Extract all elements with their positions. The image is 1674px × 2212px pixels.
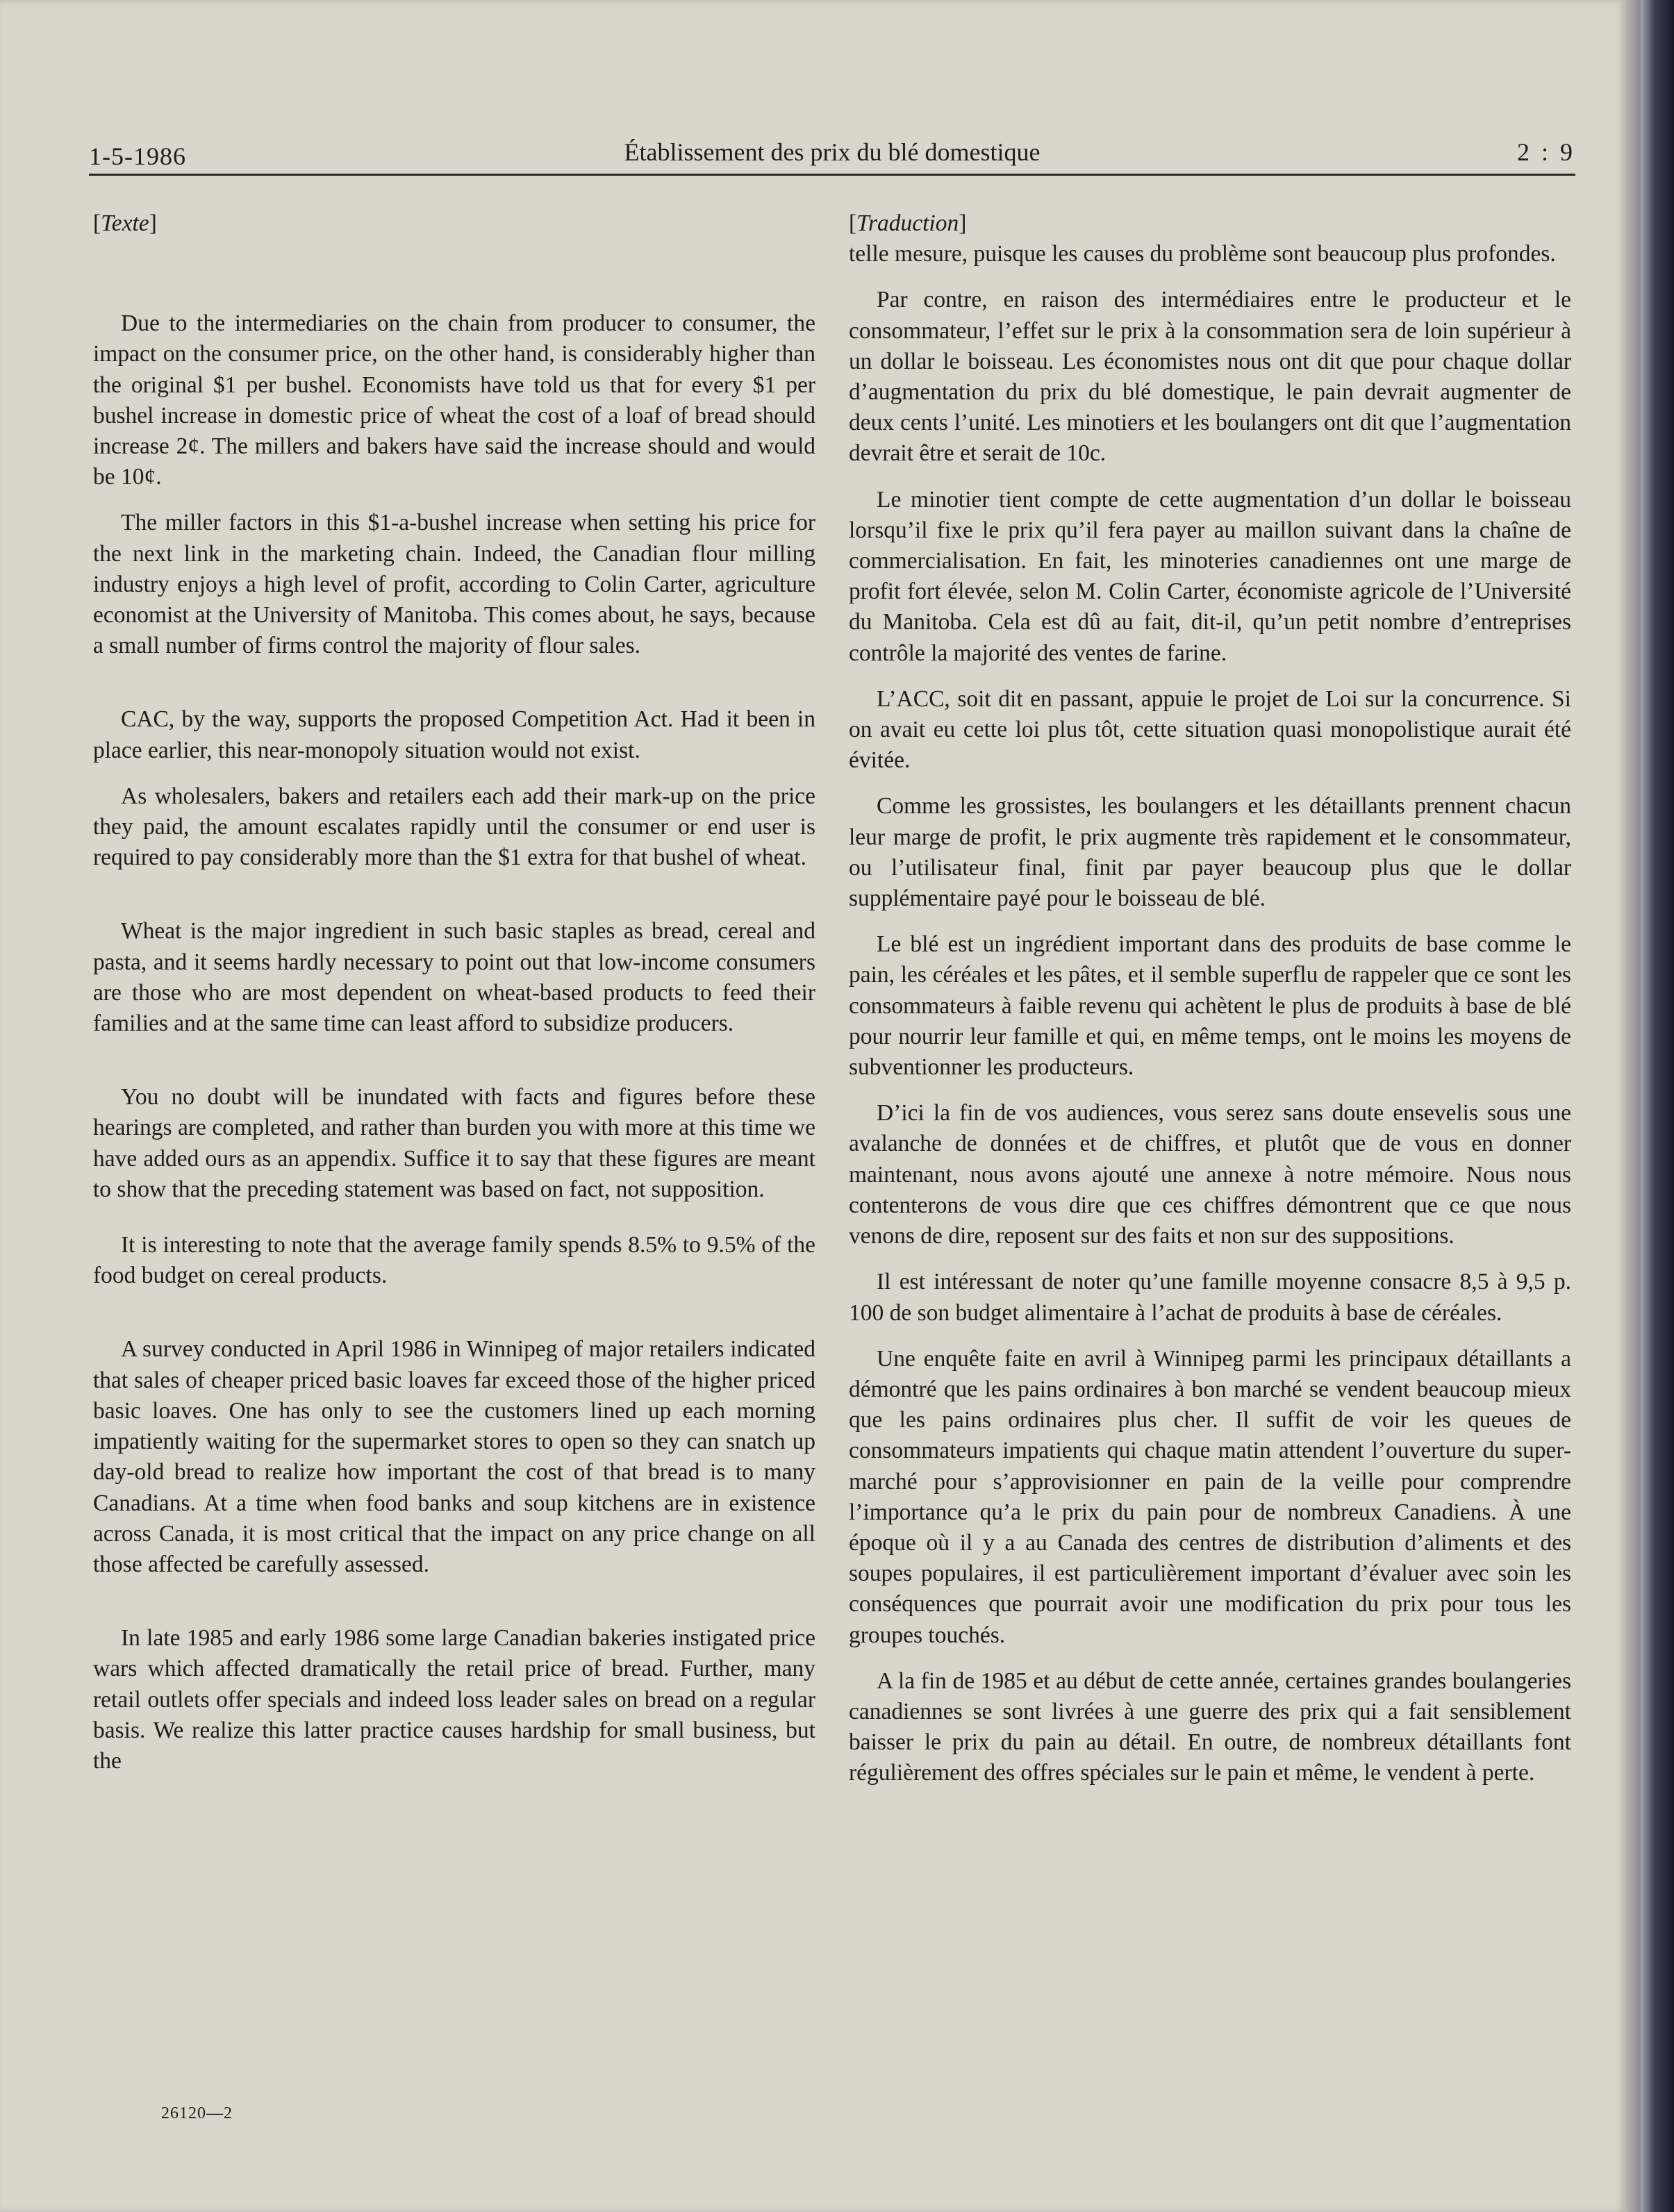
paragraph: You no doubt will be inundated with facts and figures before these hearings are completed, and rather than burden you with more at this time we have added ours as an appendix. Suffice it to say that these figures are meant to show that the preceding statement was based on fact, not supposition. bbox=[93, 1084, 815, 1202]
page-number: 2 : 9 bbox=[1516, 138, 1575, 166]
paragraph: Wheat is the major ingredient in such basic staples as bread, cereal and pasta, and it seems hardly necessary to point out that low-income consumers are those who are most dependent on wheat-based products to feed their families and at the same time can least afford to subsidize producers. bbox=[93, 918, 815, 1037]
french-column bbox=[849, 208, 1571, 1789]
paragraph: In late 1985 and early 1986 some large Canadian bakeries instigated price wars which affected dramatically the retail price of bread. Further, many retail outlets offer specials and indeed loss leader sales on bread on a regular basis. We realize this latter practice causes hardship for small business, but the bbox=[93, 1625, 815, 1774]
paragraph: Le blé est un ingrédient important dans des produits de base comme le pain, les céréales et les pâtes, et il semble superflu de rappeler que ce sont les consommateurs à faible revenu qui achètent le plus de produits à base de blé pour nourrir leur famille et qui, en même temps, ont le moins les moyens de subventionner les producteurs. bbox=[849, 931, 1571, 1081]
paragraph: D’ici la fin de vos audiences, vous serez sans doute ensevelis sous une avalanche de données et de chiffres, et plutôt que de vous en donner maintenant, nous avons ajouté une annexe à notre mémoire. Nous nous contenterons de vous dire que ces chiffres démontrent que ce que nous venons de dire, reposent sur des faits et non sur des suppositions. bbox=[849, 1100, 1571, 1249]
paragraph: A la fin de 1985 et au début de cette année, certaines grandes boulangeries canadiennes se sont livrées à une guerre des prix qui a fait sensiblement baisser le prix du pain au détail. En outre, de nombreux détaillants font régulièrement des offres spéciales sur le pain et même, le vendent à perte. bbox=[849, 1668, 1571, 1786]
label-bracket-open: [ bbox=[849, 210, 857, 236]
text-label-word: Texte bbox=[101, 210, 149, 236]
english-column bbox=[93, 208, 815, 1777]
paragraph: CAC, by the way, supports the proposed Competition Act. Had it been in place earlier, this near-monopoly situation would not exist. bbox=[93, 706, 815, 763]
continued-paragraph: telle mesure, puisque les causes du problème sont beaucoup plus profondes. bbox=[849, 241, 1556, 267]
label-bracket-close: ] bbox=[149, 210, 157, 236]
paragraph: Par contre, en raison des intermédiaires entre le producteur et le consommateur, l’effet sur le prix à la consommation sera de loin supérieur à un dollar le boisseau. Les économistes nous ont dit que pour chaque dollar d’augmentation du prix du blé domestique, le pain devrait augmenter de deux cents l’unité. Les minotiers et les boulangers ont dit que l’augmentation devrait être et serait de 10c. bbox=[849, 287, 1571, 467]
paragraph: Une enquête faite en avril à Winnipeg parmi les principaux détaillants a démontré que les pains ordinaires à bon marché se vendent beaucoup mieux que les pains ordinaires plus cher. Il suffit de voir les queues de consommateurs impatients qui chaque matin attendent l’ouverture du super-marché pour s’approvisionner en pain de la veille pour comprendre l’importance qu’a le prix du pain pour de nombreux Canadiens. À une époque où il y a au Canada des centres de distribution d’aliments et des soupes populaires, il est particulièrement important d’évaluer avec soin les conséquences que pourrait avoir une modification du prix pour tous les groupes touchés. bbox=[849, 1345, 1571, 1648]
paragraph: Comme les grossistes, les boulangers et les détaillants prennent chacun leur marge de profit, le prix augmente très rapidement et le consommateur, ou l’utilisateur final, finit par payer beaucoup plus que le dollar supplémentaire payé pour le boisseau de blé. bbox=[849, 793, 1571, 912]
paragraph: The miller factors in this $1-a-bushel increase when setting his price for the next link in the marketing chain. Indeed, the Canadian flour milling industry enjoys a high level of profit, according to Colin Carter, agriculture economist at the University of Manitoba. This comes about, he says, because a small number of firms control the majority of flour sales. bbox=[93, 510, 815, 659]
paragraph: As wholesalers, bakers and retailers each add their mark-up on the price they paid, the amount escalates rapidly until the consumer or end user is required to pay considerably more than the $1 extra for that bushel of wheat. bbox=[93, 783, 815, 871]
translation-label bbox=[849, 208, 1571, 239]
paragraph: It is interesting to note that the average family spends 8.5% to 9.5% of the food budget on cereal products. bbox=[93, 1232, 815, 1289]
text-label bbox=[93, 208, 815, 239]
page-edge-shadow bbox=[1625, 0, 1641, 2212]
label-bracket-open: [ bbox=[93, 210, 101, 236]
running-head-title: Établissement des prix du blé domestique bbox=[624, 138, 1041, 166]
running-head-date: 1-5-1986 bbox=[89, 142, 186, 170]
printer-code: 26120—2 bbox=[161, 2104, 233, 2122]
paragraph: Il est intéressant de noter qu’une famille moyenne consacre 8,5 à 9,5 p. 100 de son budget alimentaire à l’achat de produits à base de céréales. bbox=[849, 1269, 1571, 1326]
translation-label-word: Traduction bbox=[856, 210, 959, 236]
paragraph: A survey conducted in April 1986 in Winnipeg of major retailers indicated that sales of cheaper priced basic loaves far exceed those of the higher priced basic loaves. One has only to see the customers lined up each morning impatiently waiting for the supermarket stores to open so they can snatch up day-old bread to realize how important the cost of that bread is to many Canadians. At a time when food banks and soup kitchens are in existence across Canada, it is most critical that the impact on any price change on all those affected be carefully assessed. bbox=[93, 1336, 815, 1577]
paragraph: Due to the intermediaries on the chain from producer to consumer, the impact on the consumer price, on the other hand, is considerably higher than the original $1 per bushel. Economists have told us that for every $1 per bushel increase in domestic price of wheat the cost of a loaf of bread should increase 2¢. The millers and bakers have said the increase should and would be 10¢. bbox=[93, 310, 815, 490]
header-rule bbox=[89, 174, 1575, 176]
running-head bbox=[89, 136, 1575, 174]
paragraph: Le minotier tient compte de cette augmentation d’un dollar le boisseau lorsqu’il fixe le prix qu’il fera payer au maillon suivant dans la chaîne de commercialisation. En fait, les minoteries canadiennes ont une marge de profit fort élevée, selon M. Colin Carter, économiste agricole de l’Université du Manitoba. Cela est dû au fait, dit-il, qu’un petit nombre d’entreprises contrôle la majorité des ventes de farine. bbox=[849, 486, 1571, 666]
paragraph: L’ACC, soit dit en passant, appuie le projet de Loi sur la concurrence. Si on avait eu cette loi plus tôt, cette situation quasi monopolistique aurait été évitée. bbox=[849, 685, 1571, 774]
label-bracket-close: ] bbox=[959, 210, 967, 236]
